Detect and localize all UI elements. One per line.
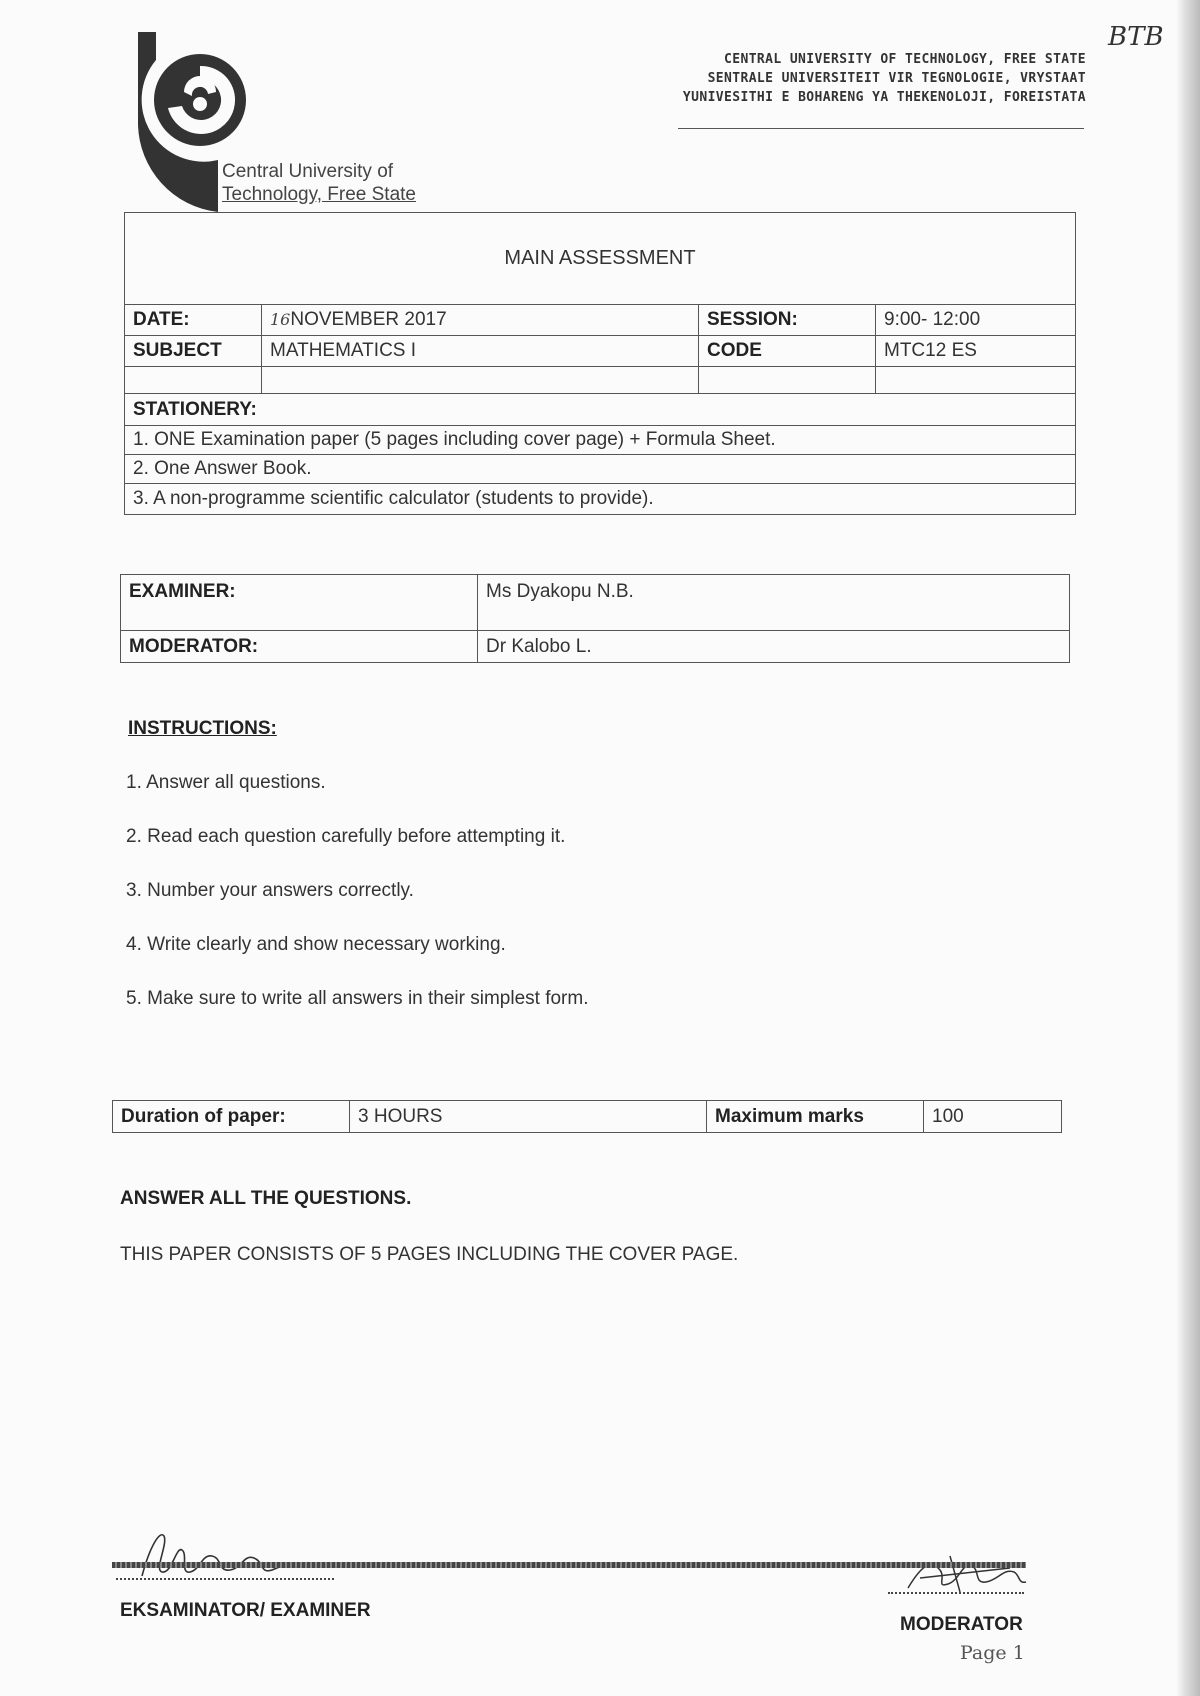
empty-cell (699, 367, 876, 394)
instruction-item: 2. Read each question carefully before attempting it. (126, 826, 566, 847)
duration-value: 3 HOURS (350, 1101, 707, 1133)
instruction-item: 3. Number your answers correctly. (126, 880, 414, 901)
session-value: 9:00- 12:00 (876, 305, 1076, 336)
university-line1: CENTRAL UNIVERSITY OF TECHNOLOGY, FREE STATE (724, 52, 1086, 67)
staff-table (120, 574, 1070, 663)
examiner-signature-label: EKSAMINATOR/ EXAMINER (120, 1600, 371, 1621)
answer-all-heading: ANSWER ALL THE QUESTIONS. (120, 1188, 412, 1209)
header-rule (678, 128, 1084, 129)
instruction-item: 4. Write clearly and show necessary working. (126, 934, 506, 955)
stationery-item: 3. A non-programme scientific calculator (students to provide). (125, 484, 1076, 515)
max-marks-label: Maximum marks (707, 1101, 924, 1133)
page-number: Page 1 (960, 1642, 1025, 1664)
examiner-label: EXAMINER: (121, 575, 478, 631)
logo-text (222, 160, 416, 206)
subject-label: SUBJECT (125, 336, 262, 367)
empty-cell (262, 367, 699, 394)
examiner-value: Ms Dyakopu N.B. (478, 575, 1070, 631)
examiner-signature (132, 1526, 302, 1586)
stationery-item: 2. One Answer Book. (125, 455, 1076, 484)
signature-rule (112, 1562, 1026, 1568)
moderator-signature (900, 1548, 1030, 1598)
assessment-title: MAIN ASSESSMENT (125, 213, 1076, 305)
university-line2: SENTRALE UNIVERSITEIT VIR TEGNOLOGIE, VRYSTAAT (707, 71, 1086, 86)
corner-handwritten-mark: BTB (1108, 22, 1164, 52)
max-marks-value: 100 (924, 1101, 1062, 1133)
moderator-signature-line (888, 1592, 1024, 1594)
instruction-item: 1. Answer all questions. (126, 772, 326, 793)
duration-table (112, 1100, 1062, 1133)
stationery-label: STATIONERY: (125, 394, 1076, 426)
moderator-signature-label: MODERATOR (900, 1614, 1023, 1635)
moderator-label: MODERATOR: (121, 631, 478, 663)
date-value: NOVEMBER 2017 (290, 309, 447, 330)
duration-label: Duration of paper: (113, 1101, 350, 1133)
code-label: CODE (699, 336, 876, 367)
scan-edge-shadow (1176, 0, 1200, 1696)
empty-cell (125, 367, 262, 394)
session-label: SESSION: (699, 305, 876, 336)
empty-cell (876, 367, 1076, 394)
examiner-signature-line (116, 1578, 334, 1580)
university-line3: YUNIVESITHI E BOHARENG YA THEKENOLOJI, FOREISTATA (682, 90, 1086, 105)
moderator-value: Dr Kalobo L. (478, 631, 1070, 663)
assessment-table (124, 212, 1076, 515)
university-names (676, 50, 1086, 107)
logo-text-line2: Technology, Free State (222, 184, 416, 205)
date-label: DATE: (125, 305, 262, 336)
stationery-item: 1. ONE Examination paper (5 pages including cover page) + Formula Sheet. (125, 426, 1076, 455)
code-value: MTC12 ES (876, 336, 1076, 367)
date-handwritten: 16 (270, 310, 291, 329)
date-cell (262, 305, 699, 336)
instruction-item: 5. Make sure to write all answers in their simplest form. (126, 988, 589, 1009)
logo-text-line1: Central University of (222, 161, 394, 182)
page-count-note: THIS PAPER CONSISTS OF 5 PAGES INCLUDING THE COVER PAGE. (120, 1244, 739, 1265)
subject-value: MATHEMATICS I (262, 336, 699, 367)
instructions-heading: INSTRUCTIONS: (128, 718, 277, 739)
